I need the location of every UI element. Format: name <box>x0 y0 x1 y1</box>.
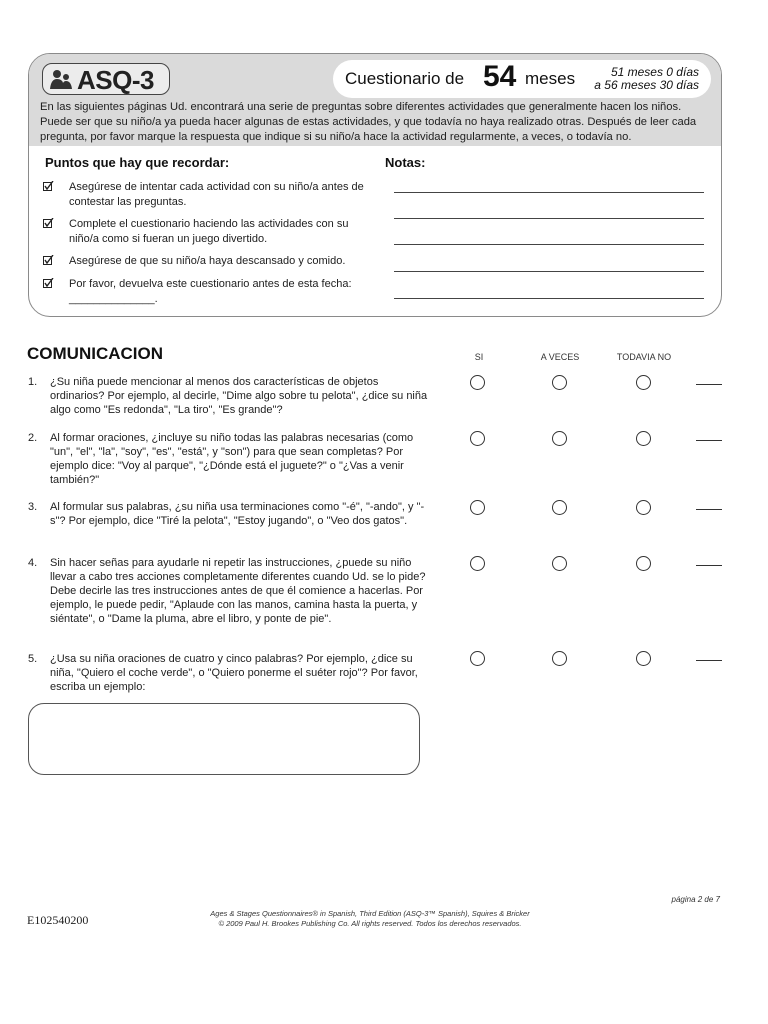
question-number: 1. <box>28 376 38 388</box>
radio-a-veces[interactable] <box>552 500 567 515</box>
reminder-item <box>45 277 367 307</box>
radio-todavia-no[interactable] <box>636 500 651 515</box>
logo-text: ASQ-3 <box>77 65 154 95</box>
score-blank[interactable] <box>696 440 722 441</box>
question-number: 5. <box>28 653 38 665</box>
checkbox-checked-icon <box>43 278 54 289</box>
question-text: Al formar oraciones, ¿incluye su niño todas las palabras necesarias (como "un", "el", "la", "soy", "es", "está", y "son") para que sean completas? Por ejemplo dice: "Voy al parque", "¿Dónde está el juguete?" o "¿Vas a venir también?" <box>50 432 414 486</box>
notes-line[interactable] <box>394 192 704 193</box>
age-from: 51 meses 0 días <box>610 65 699 79</box>
reminder-text: Asegúrese de que su niño/a haya descansado y comido. <box>69 255 346 267</box>
radio-a-veces[interactable] <box>552 651 567 666</box>
form-code: E102540200 <box>27 913 89 927</box>
question-text: ¿Usa su niña oraciones de cuatro y cinco palabras? Por ejemplo, ¿dice su niña, "Quiero el coche verde", o "Quiero ponerme el suéter rojo"? Por favor, escriba un ejemplo: <box>50 653 418 693</box>
question-number: 3. <box>28 501 38 513</box>
radio-si[interactable] <box>470 651 485 666</box>
reminder-text: Complete el cuestionario haciendo las actividades con su niño/a como si fueran un juego divertido. <box>69 218 349 245</box>
score-blank[interactable] <box>696 384 722 385</box>
checkbox-checked-icon <box>43 255 54 266</box>
reminder-text: Por favor, devuelva este cuestionario antes de esta fecha: ______________. <box>69 278 352 305</box>
example-answer-box[interactable] <box>28 703 420 775</box>
checkbox-checked-icon <box>43 218 54 229</box>
reminder-item <box>45 254 367 269</box>
section-title: COMUNICACION <box>27 344 163 363</box>
parent-child-icon <box>48 69 74 89</box>
checkbox-checked-icon <box>43 181 54 192</box>
radio-si[interactable] <box>470 375 485 390</box>
asq3-logo <box>42 63 170 95</box>
question-text: ¿Su niña puede mencionar al menos dos características de objetos ordinarios? Por ejemplo, al decirle, "Dime algo sobre tu pelota", ¿dice su niña algo como "Es redonda", "La tiro", "Es grande"? <box>50 376 428 416</box>
title-suffix: meses <box>525 69 576 88</box>
copyright-line: Ages & Stages Questionnaires® in Spanish, Third Edition (ASQ-3™ Spanish), Squires & Bricker <box>210 909 530 918</box>
radio-todavia-no[interactable] <box>636 431 651 446</box>
question-text: Sin hacer señas para ayudarle ni repetir las instrucciones, ¿puede su niño llevar a cabo tres acciones completamente diferentes cuando Ud. se lo pide? Debe decirle las tres instrucciones antes de que él comience a hacerlas. Por ejemplo, le puede pedir, "Aplaude con las manos, camina hasta la puerta, y siéntate", o "Dame la pluma, abre el libro, y ponte de pie". <box>50 557 426 625</box>
question-number: 4. <box>28 557 38 569</box>
radio-a-veces[interactable] <box>552 431 567 446</box>
reminders-heading: Puntos que hay que recordar: <box>45 155 230 170</box>
column-header-si: SI <box>474 352 484 362</box>
radio-si[interactable] <box>470 500 485 515</box>
notes-line[interactable] <box>394 298 704 299</box>
question-text: Al formular sus palabras, ¿su niña usa terminaciones como "-é", "-ando", y "-s"? Por ejemplo, dice "Tiré la pelota", "Estoy jugando", o "Veo dos gatos". <box>50 501 425 527</box>
copyright-line: © 2009 Paul H. Brookes Publishing Co. All rights reserved. Todos los derechos reservados. <box>218 919 522 928</box>
score-blank[interactable] <box>696 660 722 661</box>
radio-a-veces[interactable] <box>552 556 567 571</box>
notes-line[interactable] <box>394 271 704 272</box>
radio-todavia-no[interactable] <box>636 556 651 571</box>
question-number: 2. <box>28 432 38 444</box>
title-age-number: 54 <box>483 60 517 93</box>
title-prefix: Cuestionario de <box>345 69 465 88</box>
notes-line[interactable] <box>394 218 704 219</box>
questionnaire-title <box>333 60 711 98</box>
column-header-a-veces: A VECES <box>540 352 580 362</box>
age-range <box>594 66 699 92</box>
notes-line[interactable] <box>394 244 704 245</box>
instructions-panel <box>28 53 722 317</box>
radio-a-veces[interactable] <box>552 375 567 390</box>
reminder-item <box>45 180 367 210</box>
reminder-text: Asegúrese de intentar cada actividad con su niño/a antes de contestar las preguntas. <box>69 181 364 208</box>
notes-heading: Notas: <box>385 155 426 170</box>
score-blank[interactable] <box>696 565 722 566</box>
score-blank[interactable] <box>696 509 722 510</box>
reminder-item <box>45 217 367 247</box>
copyright <box>160 909 580 929</box>
radio-si[interactable] <box>470 556 485 571</box>
radio-todavia-no[interactable] <box>636 375 651 390</box>
intro-paragraph: En las siguientes páginas Ud. encontrará una serie de preguntas sobre diferentes actividades que generalmente hacen los niños. Puede ser que su niño/a ya pueda hacer algunas de estas actividades, y que todavía no haya realizado otras. Después de leer cada pregunta, por favor marque la respuesta que indique si su niño/a hace la actividad regularmente, a veces, o todavía no. <box>40 101 697 143</box>
radio-si[interactable] <box>470 431 485 446</box>
age-to: a 56 meses 30 días <box>594 78 699 92</box>
page-number: página 2 de 7 <box>671 895 720 904</box>
radio-todavia-no[interactable] <box>636 651 651 666</box>
column-header-todavia-no: TODAVIA NO <box>616 352 672 362</box>
